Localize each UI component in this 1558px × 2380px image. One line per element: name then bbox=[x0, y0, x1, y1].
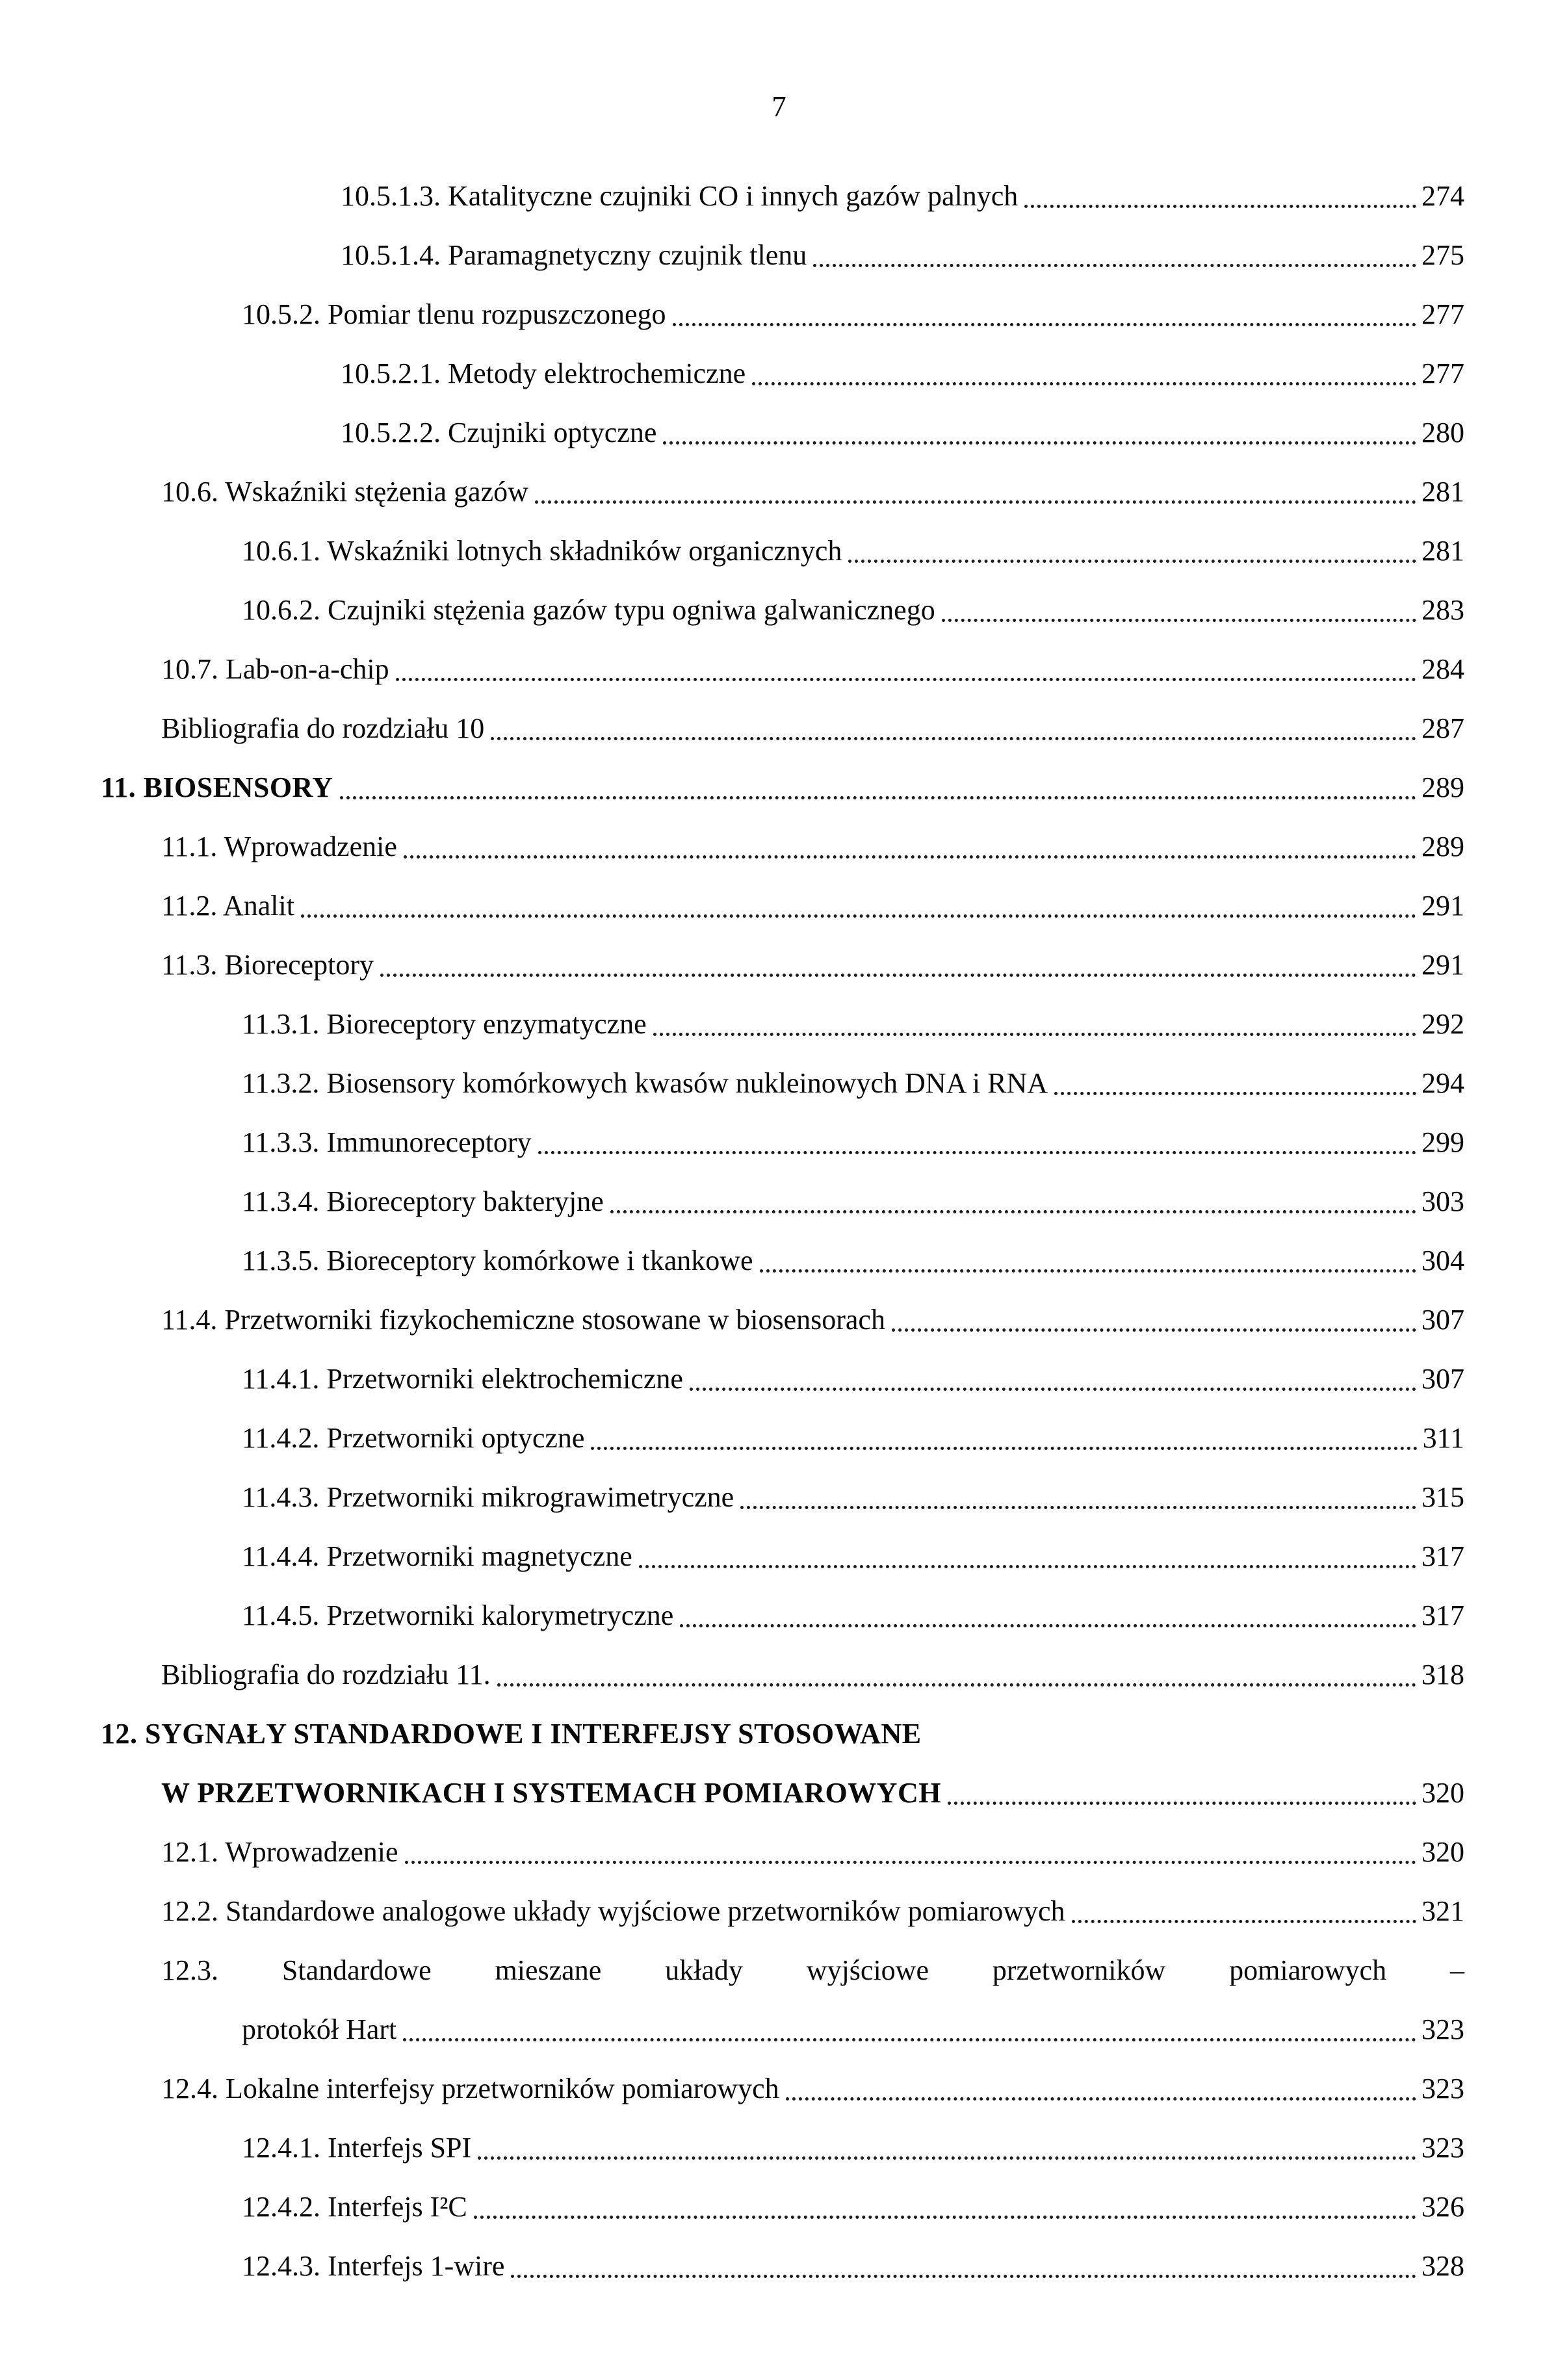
dot-leader bbox=[663, 441, 1416, 445]
toc-entry-row bbox=[0, 2236, 1464, 2296]
toc-entry-page-number: 320 bbox=[1422, 1836, 1464, 1868]
toc-entry-page-number: 274 bbox=[1422, 180, 1464, 212]
dot-leader bbox=[591, 1447, 1417, 1450]
dot-leader bbox=[538, 1151, 1416, 1154]
dot-leader bbox=[1072, 1920, 1416, 1923]
toc-entry-row bbox=[0, 876, 1464, 935]
dot-leader bbox=[690, 1388, 1416, 1391]
toc-entry-title: 12.4. Lokalne interfejsy przetworników pomiarowych bbox=[161, 2073, 779, 2104]
toc-entry-title: 11. BIOSENSORY bbox=[101, 771, 333, 803]
toc-entry-page-number: 275 bbox=[1422, 239, 1464, 271]
toc-entry-page-number: 281 bbox=[1422, 535, 1464, 567]
toc-entry bbox=[0, 1113, 1464, 1172]
dot-leader bbox=[892, 1328, 1416, 1332]
toc-entry-title: 11.4.2. Przetworniki optyczne bbox=[242, 1422, 585, 1454]
toc-entry bbox=[0, 876, 1464, 935]
toc-entry bbox=[0, 344, 1464, 403]
toc-entry-row bbox=[0, 2118, 1464, 2177]
toc-entry-page-number: 277 bbox=[1422, 298, 1464, 330]
toc-entry-row bbox=[0, 166, 1464, 226]
toc-entry-row bbox=[0, 2059, 1464, 2118]
toc-entry-row bbox=[0, 817, 1464, 876]
dot-leader bbox=[948, 1802, 1416, 1805]
toc-entry-page-number: 292 bbox=[1422, 1008, 1464, 1040]
toc-entry-row bbox=[0, 1527, 1464, 1586]
toc-entry bbox=[0, 1290, 1464, 1349]
dot-leader bbox=[497, 1683, 1416, 1687]
toc-entry-page-number: 307 bbox=[1422, 1363, 1464, 1395]
toc-entry-row bbox=[0, 758, 1464, 817]
toc-entry-page-number: 287 bbox=[1422, 712, 1464, 744]
toc-entry bbox=[0, 1527, 1464, 1586]
toc-entry-page-number: 277 bbox=[1422, 357, 1464, 389]
toc-entry-page-number: 321 bbox=[1422, 1895, 1464, 1927]
toc-entry-title: 10.7. Lab-on-a-chip bbox=[161, 653, 389, 685]
toc-entry bbox=[0, 1231, 1464, 1290]
toc-entry-title: 11.4.5. Przetworniki kalorymetryczne bbox=[242, 1599, 674, 1631]
toc-entry-page-number: 304 bbox=[1422, 1245, 1464, 1276]
toc-entry-title: Bibliografia do rozdziału 10 bbox=[161, 712, 485, 744]
toc-entry-title: 11.4. Przetworniki fizykochemiczne stosowane w biosensorach bbox=[161, 1304, 885, 1336]
dot-leader bbox=[396, 678, 1416, 681]
toc-entry bbox=[0, 1882, 1464, 1941]
toc-entry-title: 10.6.2. Czujniki stężenia gazów typu ogniwa galwanicznego bbox=[242, 594, 935, 626]
toc-entry-row bbox=[0, 1645, 1464, 1704]
toc-entry bbox=[0, 1468, 1464, 1527]
toc-entry bbox=[0, 2177, 1464, 2236]
toc-entry-page-number: 283 bbox=[1422, 594, 1464, 626]
dot-leader bbox=[610, 1210, 1416, 1213]
toc-entry bbox=[0, 285, 1464, 344]
dot-leader bbox=[786, 2097, 1416, 2101]
toc-entry bbox=[0, 2236, 1464, 2296]
dot-leader bbox=[474, 2216, 1416, 2219]
dot-leader bbox=[301, 914, 1416, 918]
toc-entry-title: 11.3.4. Bioreceptory bakteryjne bbox=[242, 1185, 604, 1217]
toc-entry bbox=[0, 1054, 1464, 1113]
dot-leader bbox=[680, 1624, 1416, 1627]
toc-entry-title: 11.3.5. Bioreceptory komórkowe i tkankowe bbox=[242, 1245, 753, 1276]
toc-entry-row bbox=[0, 935, 1464, 994]
dot-leader bbox=[639, 1565, 1416, 1568]
dot-leader bbox=[403, 2038, 1416, 2041]
toc-entry bbox=[0, 226, 1464, 285]
toc-entry bbox=[0, 1408, 1464, 1468]
toc-entry bbox=[0, 758, 1464, 817]
dot-leader bbox=[380, 974, 1416, 977]
toc-entry bbox=[0, 1822, 1464, 1882]
toc-entry-row bbox=[0, 285, 1464, 344]
toc-entry-page-number: 317 bbox=[1422, 1540, 1464, 1572]
toc-entry bbox=[0, 699, 1464, 758]
dot-leader bbox=[1024, 205, 1416, 208]
toc-entry bbox=[0, 640, 1464, 699]
toc-entry bbox=[0, 1941, 1464, 2059]
toc-entry-row bbox=[0, 462, 1464, 521]
toc-entry-row bbox=[0, 1408, 1464, 1468]
toc-entry-row bbox=[0, 1586, 1464, 1645]
toc-entry-page-number: 323 bbox=[1422, 2073, 1464, 2104]
toc-entry-page-number: 318 bbox=[1422, 1659, 1464, 1690]
toc-entry-title: 10.5.2.1. Metody elektrochemiczne bbox=[341, 357, 746, 389]
toc-entry-page-number: 317 bbox=[1422, 1599, 1464, 1631]
toc-entry bbox=[0, 2059, 1464, 2118]
toc-entry bbox=[0, 166, 1464, 226]
dot-leader bbox=[673, 323, 1416, 326]
toc-entry-page-number: 307 bbox=[1422, 1304, 1464, 1336]
dot-leader bbox=[404, 855, 1416, 859]
toc-entry-row bbox=[0, 403, 1464, 462]
dot-leader bbox=[752, 382, 1416, 385]
toc-entry-row bbox=[0, 1822, 1464, 1882]
toc-entry bbox=[0, 1704, 1464, 1822]
toc-entry-title: 11.4.3. Przetworniki mikrograwimetryczne bbox=[242, 1481, 734, 1513]
toc-entry bbox=[0, 935, 1464, 994]
dot-leader bbox=[405, 1861, 1416, 1864]
toc-entry-page-number: 284 bbox=[1422, 653, 1464, 685]
toc-entry-title: 10.5.2.2. Czujniki optyczne bbox=[341, 417, 657, 448]
toc-entry-page-number: 315 bbox=[1422, 1481, 1464, 1513]
dot-leader bbox=[813, 264, 1416, 267]
toc-entry bbox=[0, 817, 1464, 876]
dot-leader bbox=[760, 1269, 1416, 1273]
toc-entry-page-number: 323 bbox=[1422, 2013, 1464, 2045]
dot-leader bbox=[340, 796, 1416, 799]
dot-leader bbox=[1054, 1092, 1416, 1095]
toc-entry-page-number: 289 bbox=[1422, 771, 1464, 803]
toc-entry-title: 10.6.1. Wskaźniki lotnych składników organicznych bbox=[242, 535, 842, 567]
toc-entry-title: 11.4.1. Przetworniki elektrochemiczne bbox=[242, 1363, 683, 1395]
toc-entry-title: 12.4.3. Interfejs 1-wire bbox=[242, 2250, 505, 2282]
toc-entry-page-number: 291 bbox=[1422, 949, 1464, 981]
toc-entry-row bbox=[0, 1113, 1464, 1172]
toc-entry-page-number: 291 bbox=[1422, 890, 1464, 922]
toc-entry-title: 11.3.2. Biosensory komórkowych kwasów nukleinowych DNA i RNA bbox=[242, 1067, 1048, 1099]
toc-entry-title: 12.4.2. Interfejs I²C bbox=[242, 2191, 467, 2223]
toc-entry-title-line: 12. SYGNAŁY STANDARDOWE I INTERFEJSY STOSOWANE bbox=[101, 1718, 922, 1750]
toc-entry-title: 11.3.3. Immunoreceptory bbox=[242, 1126, 532, 1158]
toc-entry-title: 11.3.1. Bioreceptory enzymatyczne bbox=[242, 1008, 647, 1040]
toc-entry-row bbox=[0, 580, 1464, 640]
dot-leader bbox=[740, 1506, 1416, 1509]
toc-entry bbox=[0, 1349, 1464, 1408]
dot-leader bbox=[535, 500, 1416, 504]
toc-entry-row bbox=[0, 1290, 1464, 1349]
toc-entry-title: 11.2. Analit bbox=[161, 890, 294, 922]
toc-entry-title: 11.1. Wprowadzenie bbox=[161, 831, 397, 862]
toc-entry-row bbox=[0, 521, 1464, 580]
toc-entry-row bbox=[0, 994, 1464, 1054]
toc-entry bbox=[0, 521, 1464, 580]
toc-entry-page-number: 294 bbox=[1422, 1067, 1464, 1099]
toc-entry-title: 10.5.1.4. Paramagnetyczny czujnik tlenu bbox=[341, 239, 807, 271]
toc-entry-row bbox=[0, 1172, 1464, 1231]
dot-leader bbox=[848, 560, 1416, 563]
toc-entry-row bbox=[0, 1468, 1464, 1527]
toc-entry-row bbox=[0, 1763, 1464, 1822]
toc-entry-page-number: 326 bbox=[1422, 2191, 1464, 2223]
toc-entry-page-number: 311 bbox=[1422, 1422, 1464, 1454]
toc-entry-page-number: 328 bbox=[1422, 2250, 1464, 2282]
toc-entry bbox=[0, 1645, 1464, 1704]
toc-entry-title-line: 12.3. Standardowe mieszane układy wyjściowe przetworników pomiarowych – bbox=[161, 1954, 1464, 1986]
toc-entry bbox=[0, 2118, 1464, 2177]
toc-entry bbox=[0, 1172, 1464, 1231]
toc-entry-title: 10.6. Wskaźniki stężenia gazów bbox=[161, 476, 528, 508]
toc-entry-page-number: 289 bbox=[1422, 831, 1464, 862]
toc-entry bbox=[0, 580, 1464, 640]
dot-leader bbox=[942, 619, 1416, 622]
toc-entry-title: Bibliografia do rozdziału 11. bbox=[161, 1659, 491, 1690]
toc-entry-title: 12.2. Standardowe analogowe układy wyjściowe przetworników pomiarowych bbox=[161, 1895, 1065, 1927]
toc-entry-title: W PRZETWORNIKACH I SYSTEMACH POMIAROWYCH bbox=[161, 1777, 941, 1809]
dot-leader bbox=[511, 2275, 1416, 2278]
dot-leader bbox=[491, 737, 1416, 740]
toc-entry-row bbox=[0, 1054, 1464, 1113]
toc-entry bbox=[0, 1586, 1464, 1645]
page-number-header: 7 bbox=[772, 90, 786, 123]
toc-entry-title: 12.4.1. Interfejs SPI bbox=[242, 2132, 472, 2164]
toc-entry-row bbox=[0, 699, 1464, 758]
dot-leader bbox=[478, 2156, 1416, 2160]
toc-entry bbox=[0, 403, 1464, 462]
toc-entry-title: 12.1. Wprowadzenie bbox=[161, 1836, 398, 1868]
toc-entry-row bbox=[0, 640, 1464, 699]
dot-leader bbox=[653, 1033, 1416, 1036]
toc-entry-page-number: 299 bbox=[1422, 1126, 1464, 1158]
toc-entry-row bbox=[0, 1882, 1464, 1941]
toc-entry-title: protokół Hart bbox=[242, 2013, 397, 2045]
toc-entry-row bbox=[0, 344, 1464, 403]
toc-entry-row bbox=[0, 226, 1464, 285]
toc-list bbox=[0, 166, 1464, 2296]
toc-entry-row bbox=[0, 2000, 1464, 2059]
toc-entry-page-number: 281 bbox=[1422, 476, 1464, 508]
toc-entry bbox=[0, 994, 1464, 1054]
toc-entry-row bbox=[0, 2177, 1464, 2236]
toc-entry-title: 10.5.2. Pomiar tlenu rozpuszczonego bbox=[242, 298, 666, 330]
toc-entry-page-number: 320 bbox=[1422, 1777, 1464, 1809]
toc-entry-title: 11.4.4. Przetworniki magnetyczne bbox=[242, 1540, 632, 1572]
toc-entry-page-number: 303 bbox=[1422, 1185, 1464, 1217]
toc-entry-page-number: 280 bbox=[1422, 417, 1464, 448]
toc-entry bbox=[0, 462, 1464, 521]
toc-entry-title: 10.5.1.3. Katalityczne czujniki CO i innych gazów palnych bbox=[341, 180, 1019, 212]
toc-entry-title: 11.3. Bioreceptory bbox=[161, 949, 374, 981]
toc-entry-row bbox=[0, 1231, 1464, 1290]
toc-entry-page-number: 323 bbox=[1422, 2132, 1464, 2164]
toc-entry-row bbox=[0, 1349, 1464, 1408]
